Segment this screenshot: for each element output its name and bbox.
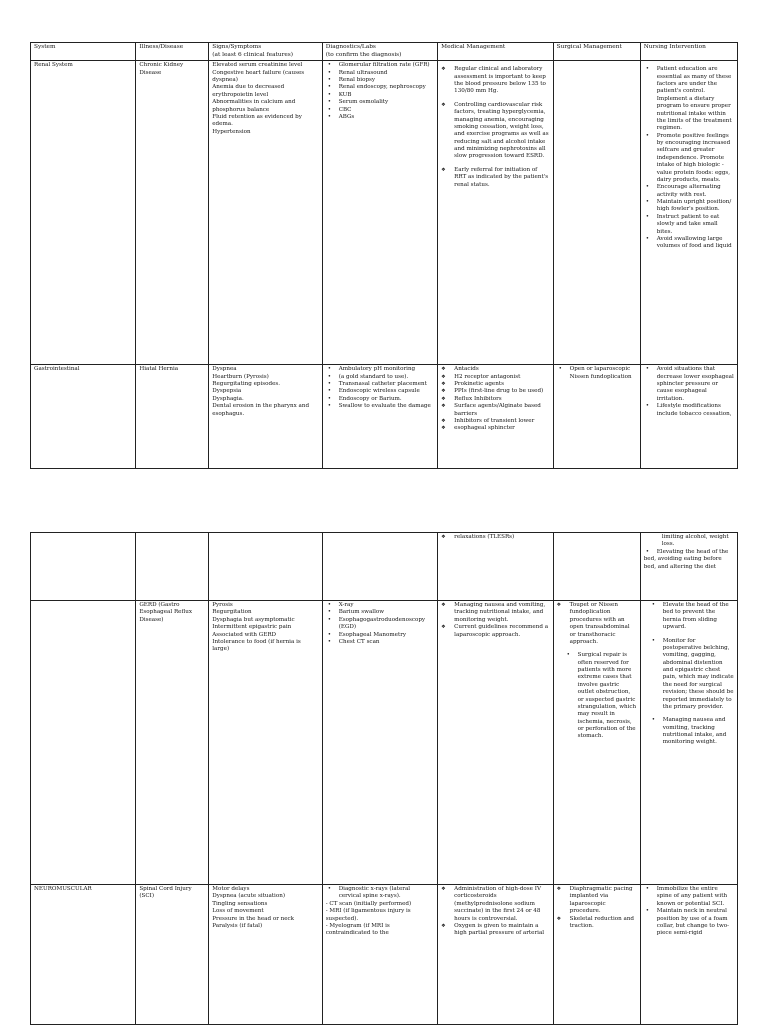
care-plan-table-page-1	[30, 42, 738, 469]
list-item: Loss of movement	[212, 908, 264, 915]
neuro-diagnostics	[322, 885, 437, 1025]
header-row	[31, 43, 738, 61]
header-diagnostics	[322, 43, 437, 61]
list-item: • Elevating the head of the	[644, 549, 734, 556]
gerd-medical	[438, 601, 553, 885]
list-item: Heartburn (Pyrosis)	[212, 373, 269, 380]
list-item: Dyspepsia	[212, 388, 242, 395]
list-item: • Immobilize the entire spine of any patient with known or potential SCI.	[644, 886, 734, 908]
list-item: ❖ relaxations (TLESRs)	[441, 534, 549, 541]
list-item: ❖ Controlling cardiovascular risk factors, treating hyperglycemia, managing anemia, encouraging smoking cessation, weight loss, and exercise programs as well as reducing salt and alcohol intake and minimizing nephrotoxins all slow progression toward ESRD.	[441, 102, 549, 161]
renal-medical	[438, 61, 553, 365]
list-item: • (a gold standard to use).	[326, 374, 434, 381]
list-item: Dysphagia.	[212, 395, 244, 402]
list-item: • KUB	[326, 92, 434, 99]
list-item: • Elevate the head of the bed to prevent the hernia from sliding upward.	[650, 602, 734, 632]
list-item: Pyrosis	[212, 602, 233, 608]
list-item: ❖ Prokinetic agents	[441, 381, 549, 388]
list-item: • CBC	[326, 107, 434, 114]
renal-nursing	[640, 61, 737, 365]
list-item: ❖ H2 receptor antagonist	[441, 374, 549, 381]
list-item: Fluid retention as evidenced by edema.	[212, 113, 302, 128]
list-item: • Endoscopy or Barium.	[326, 396, 434, 403]
list-item: • Ambulatory pH monitoring	[326, 366, 434, 373]
list-item: • Renal endoscopy, nephroscopy	[326, 84, 434, 91]
list-item: • Glomerular filtration rate (GFR)	[326, 62, 434, 69]
list-item: • Serum osmolality	[326, 99, 434, 106]
list-item: ❖ Antacids	[441, 366, 549, 373]
list-item: ❖ Oxygen is given to maintain a high partial pressure of arterial	[441, 923, 549, 938]
header-system: System	[31, 43, 136, 61]
table-row-neuro	[31, 885, 738, 1025]
list-item: Dental erosion in the pharynx and esophagus.	[212, 403, 310, 417]
header-signs-label: Signs/Symptoms	[212, 44, 262, 50]
list-item: • Chest CT scan	[326, 639, 434, 646]
list-item: • Esophageal Manometry	[326, 632, 434, 639]
list-item: • Instruct patient to eat slowly and take small bites.	[644, 214, 734, 236]
list-item: - MRI (if ligamentous injury is suspected).	[325, 908, 411, 922]
list-item: ❖ Inhibitors of transient lower	[441, 418, 549, 425]
neuro-medical	[438, 885, 553, 1025]
gi-signs	[209, 365, 322, 469]
list-item: limiting alcohol, weight loss.	[661, 534, 729, 548]
gi-diagnostics	[322, 365, 437, 469]
gerd-surgical	[553, 601, 640, 885]
table-row-gi	[31, 365, 738, 469]
cont-system	[31, 533, 136, 601]
list-item: • Maintain upright position/ high fowler's position.	[644, 199, 734, 214]
list-item: bed, and altering the diet	[643, 563, 717, 570]
list-item: • Promote positive feelings by encouraging increased selfcare and greater independence. Promote intake of high biologic -value protein foods: eggs, dairy products, meats.	[644, 133, 734, 185]
neuro-signs	[209, 885, 322, 1025]
list-item: • Diagnostic x-rays (lateral cervical spine x-rays).	[326, 886, 434, 901]
list-item: Tingling sensations	[212, 900, 268, 907]
list-item: • Open or laparoscopic Nissen fundoplication	[557, 366, 637, 381]
cont-illness	[136, 533, 209, 601]
renal-diagnostics	[322, 61, 437, 365]
renal-illness: Chronic Kidney Disease	[136, 61, 209, 365]
header-surgical: Surgical Management	[553, 43, 640, 61]
list-item: ❖ Skeletal reduction and traction.	[557, 916, 637, 931]
list-item: Dyspnea (acute situation)	[212, 893, 285, 900]
renal-system: Renal System	[31, 61, 136, 365]
header-illness: Illness/Disease	[136, 43, 209, 61]
neuro-illness: Spinal Cord Injury (SCI)	[136, 885, 209, 1025]
list-item: • Monitor for postoperative belching, vomiting, gagging, abdominal distention and epigastric chest pain, which may indicate the need for surgical revision; these should be reported immediately to the primary provider.	[650, 638, 734, 712]
list-item: • Renal ultrasound	[326, 70, 434, 77]
gi-medical	[438, 365, 553, 469]
list-item: • ABGs	[326, 114, 434, 121]
gerd-diagnostics	[322, 601, 437, 885]
renal-surgical	[553, 61, 640, 365]
renal-signs	[209, 61, 322, 365]
list-item: • X-ray	[326, 602, 434, 609]
list-item: Anemia due to decreased erythropoietin level	[212, 84, 285, 98]
care-plan-table-page-2	[30, 532, 738, 1025]
cont-surgical	[553, 533, 640, 601]
table-row-gerd	[31, 601, 738, 885]
list-item: Dysphagia but asymptomatic	[212, 616, 295, 623]
cont-diagnostics	[322, 533, 437, 601]
neuro-surgical	[553, 885, 640, 1025]
list-item: • Renal biopsy	[326, 77, 434, 84]
list-item: Regurgitating episodes.	[212, 381, 281, 388]
list-item: Abnormalities in calcium and phosphorus balance	[212, 99, 296, 113]
list-item: ❖ Managing nausea and vomiting, tracking nutritional intake, and monitoring weight.	[441, 602, 549, 624]
gi-illness: Hiatal Hernia	[136, 365, 209, 469]
list-item: • Encourage alternating activity with rest.	[644, 184, 734, 199]
neuro-nursing	[640, 885, 737, 1025]
list-item: Motor delays	[212, 886, 250, 892]
table-row-continued	[31, 533, 738, 601]
list-item: - Myelogram (if MRI is contraindicated to the	[325, 922, 390, 937]
list-item: ❖ Administration of high-dose IV corticosteroids (methylprednisolone sodium succinate) in the first 24 or 48 hours is controversial.	[441, 886, 549, 923]
gi-system: Gastrointestinal	[31, 365, 136, 469]
list-item: ❖ Reflux Inhibitors	[441, 396, 549, 403]
gerd-signs	[209, 601, 322, 885]
list-item: Elevated serum creatinine level	[212, 62, 303, 69]
cont-signs	[209, 533, 322, 601]
header-signs-note: (at least 6 clinical features)	[212, 51, 294, 58]
cont-nursing	[640, 533, 737, 601]
list-item: ❖ PPIs (first-line drug to be used)	[441, 388, 549, 395]
list-item: • Managing nausea and vomiting, tracking nutritional intake, and monitoring weight.	[650, 717, 734, 747]
cont-medical	[438, 533, 553, 601]
list-item: • Transnasal catheter placement	[326, 381, 434, 388]
list-item: • Lifestyle modifications include tobacco cessation,	[644, 403, 734, 418]
list-item: • Swallow to evaluate the damage	[326, 403, 434, 410]
header-medical: Medical Management	[438, 43, 553, 61]
list-item: Dyspnea	[212, 366, 237, 373]
gerd-nursing	[640, 601, 737, 885]
list-item: Hypertension	[212, 128, 251, 135]
list-item: • Esophagogastroduodenoscopy (EGD)	[326, 617, 434, 632]
header-signs	[209, 43, 322, 61]
list-item: - CT scan (initially performed)	[325, 900, 412, 907]
gi-nursing	[640, 365, 737, 469]
list-item: • Maintain neck in neutral position by use of a foam collar, but change to two-piece semi-rigid	[644, 908, 734, 938]
gi-surgical	[553, 365, 640, 469]
header-diag-label: Diagnostics/Labs	[325, 44, 376, 50]
table-row-renal	[31, 61, 738, 365]
list-item: Intermittent epigastric pain	[212, 624, 292, 631]
list-item: ❖ Toupet or Nissen fundoplication procedures with an open transabdominal or transthoracic approach.	[557, 602, 637, 646]
list-item: ❖ esophageal sphincter	[441, 425, 549, 432]
list-item: Associated with GERD	[212, 631, 277, 638]
list-item: • Surgical repair is often reserved for patients with more extreme cases that involve gastric outlet obstruction, or suspected gastric strangulation, which may result in ischemia, necrosis, or perforation of the stomach.	[565, 652, 637, 741]
list-item: ❖ Early referral for initiation of RRT as indicated by the patient's renal status.	[441, 167, 549, 189]
list-item: • Barium swallow	[326, 609, 434, 616]
neuro-system: NEUROMUSCULAR	[31, 885, 136, 1025]
list-item: • Avoid situations that decrease lower esophageal sphincter pressure or cause esophageal irritation.	[644, 366, 734, 403]
list-item: Pressure in the head or neck	[212, 915, 295, 922]
list-item: ❖ Regular clinical and laboratory assessment is important to keep the blood pressure below 135 to 130/80 mm Hg.	[441, 66, 549, 96]
list-item: Congestive heart failure (causes dyspnea)	[212, 69, 305, 84]
list-item: ❖ Diaphragmatic pacing implanted via laparoscopic procedure.	[557, 886, 637, 916]
list-item: Paralysis (if fatal)	[212, 922, 263, 929]
list-item: bed, avoiding eating before	[643, 556, 722, 563]
list-item: Intolerance to food (if hernia is large)	[212, 638, 301, 653]
header-diag-note: (to confirm the diagnosis)	[325, 51, 402, 58]
gerd-illness: GERD (Gastro Esophageal Reflux Disease)	[136, 601, 209, 885]
list-item: • Patient education are essential as many of these factors are under the patient's control. Implement a dietary program to ensure proper nutritional intake within the limits of the treatment regimen.	[644, 66, 734, 132]
list-item: Regurgitation	[212, 609, 252, 616]
list-item: ❖ Current guidelines recommend a laparoscopic approach.	[441, 624, 549, 639]
list-item: • Avoid swallowing large volumes of food and liquid	[644, 236, 734, 251]
list-item: • Endoscopic wireless capsule	[326, 388, 434, 395]
list-item: ❖ Surface agents/Alginate based barriers	[441, 403, 549, 418]
gerd-system	[31, 601, 136, 885]
header-nursing: Nursing Intervention	[640, 43, 737, 61]
